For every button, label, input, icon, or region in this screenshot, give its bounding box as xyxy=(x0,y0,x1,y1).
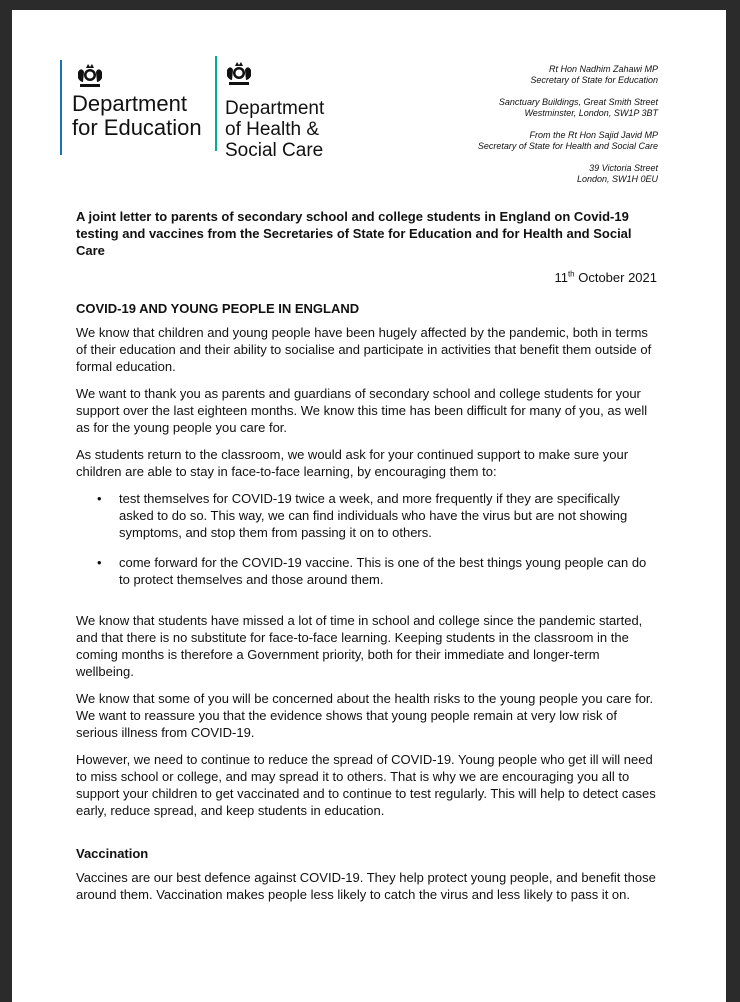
address-line: Rt Hon Nadhim Zahawi MP xyxy=(548,64,658,74)
paragraph: We know that students have missed a lot of time in school and college since the pandemic started, and that there is no substitute for face-to-face learning. Keeping students in the classroom in the coming months is therefore a Government priority, both for their immediate and longer-term wellbeing. xyxy=(76,613,643,679)
address-dhsc-office xyxy=(398,163,658,185)
royal-crest-icon xyxy=(74,60,106,90)
dfe-logo-bar xyxy=(60,60,62,155)
address-line: London, SW1H 0EU xyxy=(576,174,658,184)
dhsc-logo-bar xyxy=(215,56,217,151)
address-minister-education xyxy=(398,64,658,86)
paragraph: Vaccines are our best defence against COVID-19. They help protect young people, and benefit those around them. Vaccination makes people less likely to catch the virus and less likely to pass it on. xyxy=(76,870,656,902)
letter-page xyxy=(12,10,726,1002)
list-item: • test themselves for COVID-19 twice a week, and more frequently if they are specifically asked to do so. This way, we can find individuals who have the virus but are not showing symptoms, and stop them from passing it on to others. xyxy=(119,490,657,541)
address-line: Secretary of State for Education xyxy=(530,75,658,85)
address-line: Sanctuary Buildings, Great Smith Street xyxy=(498,97,658,107)
date-month-year: October 2021 xyxy=(574,270,657,285)
letter-body xyxy=(76,208,657,913)
paragraph: As students return to the classroom, we would ask for your continued support to make sure your children are able to stay in face-to-face learning, by encouraging them to: xyxy=(76,447,629,479)
address-minister-health xyxy=(398,130,658,152)
letter-date xyxy=(76,269,657,286)
paragraph: We want to thank you as parents and guardians of secondary school and college students for your support over the last eighteen months. We know this time has been difficult for many of you, as well as for the young people you care for. xyxy=(76,386,648,435)
dhsc-logo-line1: Department xyxy=(225,98,325,119)
date-suffix: th xyxy=(567,269,575,279)
address-line: Westminster, London, SW1P 3BT xyxy=(524,108,658,118)
paragraph: We know that some of you will be concerned about the health risks to the young people you care for. We want to reassure you that the evidence shows that young people remain at very low risk of serious illness from COVID-19. xyxy=(76,691,654,740)
letter-title: A joint letter to parents of secondary school and college students in England on Covid-19 testing and vaccines from the Secretaries of State for Education and for Health and Social Care xyxy=(76,209,632,258)
address-dfe-office xyxy=(398,97,658,119)
dhsc-logo-text xyxy=(225,98,324,161)
section-heading-covid: COVID-19 AND YOUNG PEOPLE IN ENGLAND xyxy=(76,301,360,316)
address-line: 39 Victoria Street xyxy=(589,163,658,173)
list-item: • come forward for the COVID-19 vaccine. This is one of the best things young people can do to protect themselves and those around them. xyxy=(119,554,657,588)
dhsc-logo-line3: Social Care xyxy=(225,140,324,161)
sender-address-block xyxy=(398,64,658,196)
dfe-logo-line1: Department xyxy=(72,91,187,116)
dfe-logo-text xyxy=(72,92,202,140)
address-line: From the Rt Hon Sajid Javid MP xyxy=(529,130,658,140)
dhsc-logo-line2: of Health & xyxy=(225,119,319,140)
dfe-logo-line2: for Education xyxy=(72,115,202,140)
section-heading-vaccination: Vaccination xyxy=(76,846,149,861)
date-day: 11 xyxy=(554,270,568,285)
encouragement-list xyxy=(76,490,657,588)
royal-crest-icon xyxy=(223,58,255,88)
address-line: Secretary of State for Health and Social Care xyxy=(477,141,658,151)
paragraph: However, we need to continue to reduce the spread of COVID-19. Young people who get ill will need to miss school or college, and may spread it to others. That is why we are encouraging you all to support your children to get vaccinated and to continue to test regularly. This will help to detect cases early, reduce spread, and keep students in education. xyxy=(76,752,656,818)
paragraph: We know that children and young people have been hugely affected by the pandemic, both in terms of their education and their ability to socialise and participate in activities that benefit them outside of formal education. xyxy=(76,325,652,374)
